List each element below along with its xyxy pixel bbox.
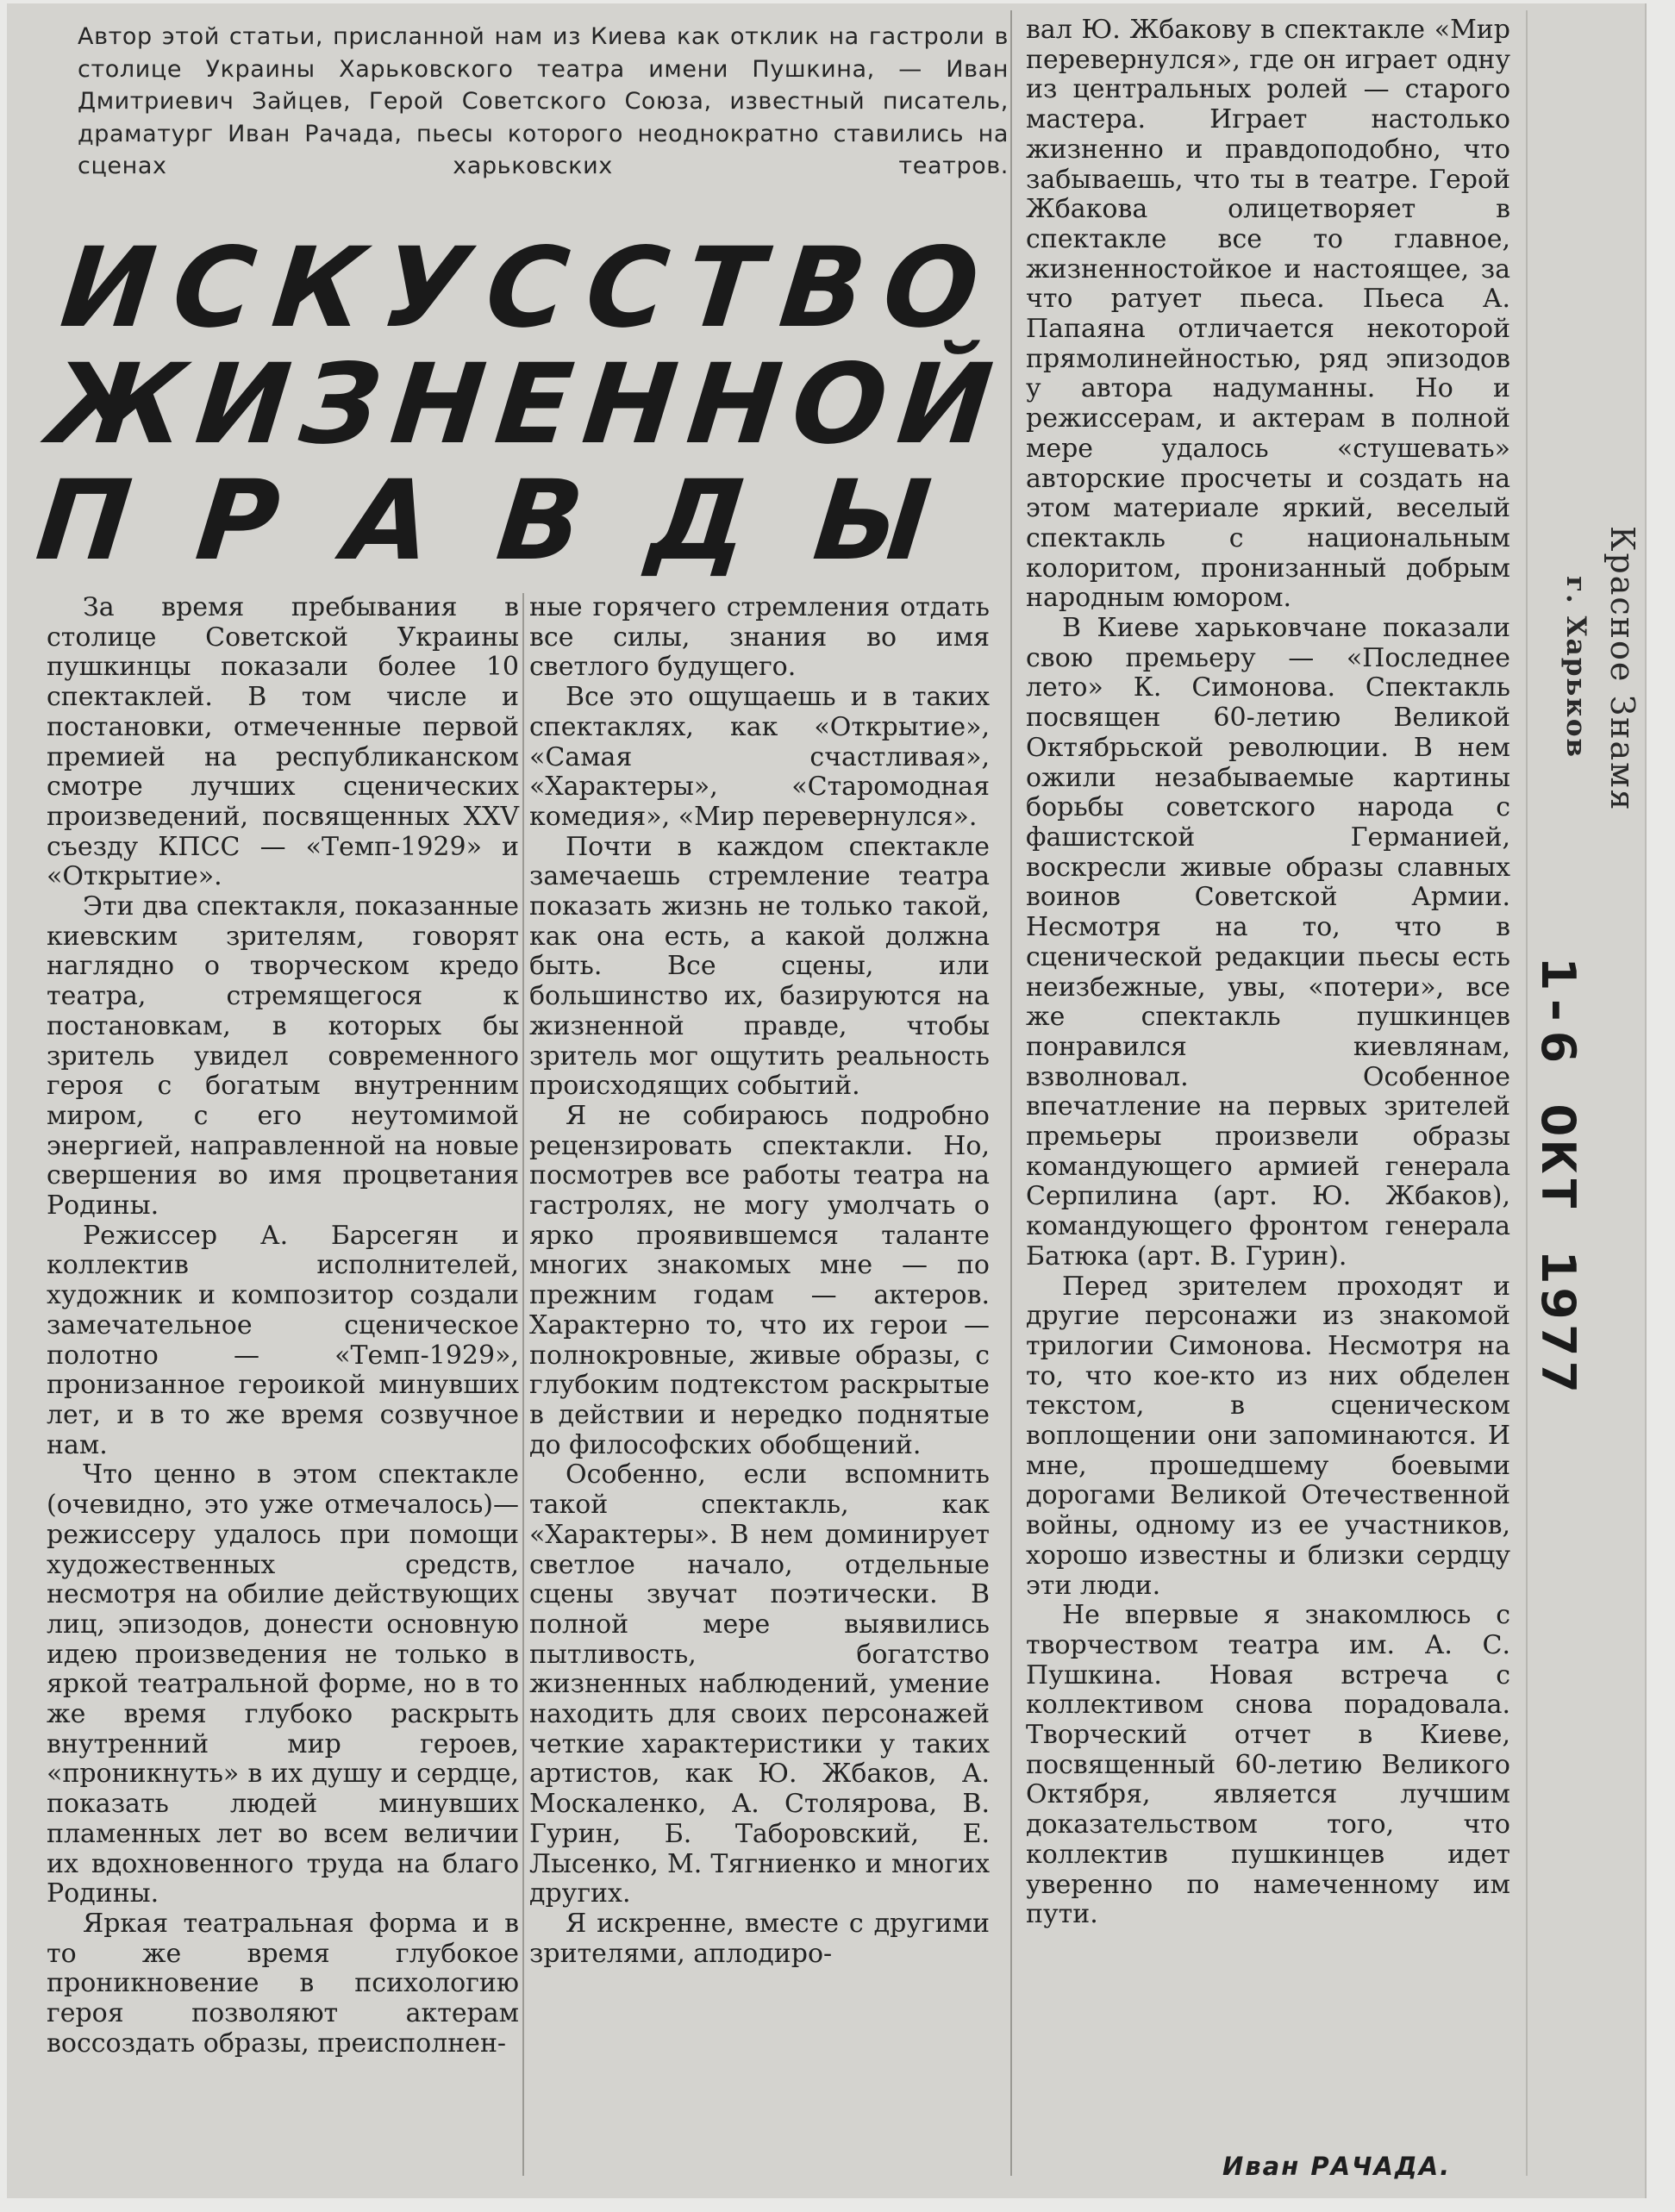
paragraph: Режиссер А. Барсегян и коллектив исполнителей, художник и композитор создали замечательное сценическое полотно — «Темп-1929», пронизанное героикой минувших лет, и в то же время созвучное нам. <box>47 1220 519 1460</box>
paragraph: Перед зрителем проходят и другие персонажи из знакомой трилогии Симонова. Несмотря на то, что кое-кто из них обделен текстом, в сценическом воплощении они запоминаются. И мне, прошедшему боевыми дорогами Великой Отечественной войны, одному из ее участников, хорошо известны и близки сердцу эти люди. <box>1026 1271 1510 1601</box>
paragraph: В Киеве харьковчане показали свою премьеру — «Последнее лето» К. Симонова. Спектакль посвящен 60-летию Великой Октябрьской революции. В нем ожили незабываемые картины борьбы советского народа с фашистской Германией, воскресли живые образы славных воинов Советской Армии. Несмотря на то, что в сценической редакции пьесы есть неизбежные, увы, «потери», все же спектакль пушкинцев понравился киевлянам, взволновал. Особенное впечатление на первых зрителей премьеры произвели образы командующего армией генерала Серпилина (арт. Ю. Жбаков), командующего фронтом генерала Батюка (арт. В. Гурин). <box>1026 613 1510 1272</box>
paragraph: ные горячего стремления отдать все силы, знания во имя светлого будущего. <box>529 592 990 683</box>
intro-note: Автор этой статьи, присланной нам из Киева как отклик на гастроли в столице Украины Харьковского театра имени Пушкина, — Иван Дмитриевич Зайцев, Герой Советского Союза, известный писатель, драматург Иван Рачада, пьесы которого неоднократно ставились на сценах харьковских театров. <box>78 23 1009 179</box>
newspaper-name: Красное Знамя <box>1603 526 1641 812</box>
paragraph: Я искренне, вместе с другими зрителями, аплодиро- <box>529 1908 990 1969</box>
date-stamp: 1-6 ОКТ 1977 <box>1530 957 1585 1397</box>
headline-line-1: ИСКУССТВО <box>55 224 1003 353</box>
newspaper-city: г. Харьков <box>1560 576 1591 759</box>
newspaper-clipping <box>16 10 1653 2200</box>
author-signature: Иван РАЧАДА. <box>1222 2152 1452 2181</box>
paragraph: Все это ощущаешь и в таких спектаклях, как «Открытие», «Самая счастливая», «Характеры», «Старомодная комедия», «Мир перевернулся». <box>529 682 990 832</box>
column-divider <box>522 593 524 2176</box>
article-column-2 <box>529 593 990 1969</box>
paragraph: Яркая театральная форма и в то же время глубокое проникновение в психологию героя позволяют актерам воссоздать образы, преисполнен- <box>47 1908 519 2059</box>
article-headline <box>30 224 1010 585</box>
paragraph: За время пребывания в столице Советской Украины пушкинцы показали более 10 спектаклей. В том числе и постановки, отмеченные первой премией на республиканском смотре лучших сценических произведений, посвященных XXV съезду КПСС — «Темп-1929» и «Открытие». <box>47 592 519 892</box>
paragraph: Почти в каждом спектакле замечаешь стремление театра показать жизнь не только такой, как она есть, а какой должна быть. Все сцены, или большинство их, базируются на жизненной правде, чтобы зритель мог ощутить реальность происходящих событий. <box>529 831 990 1102</box>
paragraph: Не впервые я знакомлюсь с творчеством театра им. А. С. Пушкина. Новая встреча с коллективом снова порадовала. Творческий отчет в Киеве, посвященный 60-летию Великого Октября, является лучшим доказательством того, что коллектив пушкинцев идет уверенно по намеченному им пути. <box>1026 1600 1510 1930</box>
paragraph: Особенно, если вспомнить такой спектакль, как «Характеры». В нем доминирует светлое начало, отдельные сцены звучат поэтически. В полной мере выявились пытливость, богатство жизненных наблюдений, умение находить для своих персонажей четкие характеристики у таких артистов, как Ю. Жбаков, А. Москаленко, А. Столярова, В. Гурин, Б. Таборовский, Е. Лысенко, М. Тягниенко и многих других. <box>529 1459 990 1909</box>
paragraph: Эти два спектакля, показанные киевским зрителям, говорят наглядно о творческом кредо театра, стремящегося к постановкам, в которых бы зритель увидел современного героя с богатым внутренним миром, с его неутомимой энергией, направленной на новые свершения во имя процветания Родины. <box>47 891 520 1222</box>
clipping-edge <box>1526 10 1528 2176</box>
paragraph: Что ценно в этом спектакле (очевидно, это уже отмечалось)— режиссеру удалось при помощи художественных средств, несмотря на обилие действующих лиц, эпизодов, донести основную идею произведения не только в яркой театральной форме, но в то же время глубоко раскрыть внутренний мир героев, «проникнуть» в их душу и сердце, показать людей минувших пламенных лет во всем величии их вдохновенного труда на благо Родины. <box>47 1459 519 1909</box>
article-column-3 <box>1026 16 1510 1930</box>
paragraph: вал Ю. Жбакову в спектакле «Мир перевернулся», где он играет одну из центральных ролей — старого мастера. Играет настолько жизненно и правдоподобно, что забываешь, что ты в театре. Герой Жбакова олицетворяет в спектакле все то главное, жизненностойкое и настоящее, за что ратует пьеса. Пьеса А. Папаяна отличается некоторой прямолинейностью, ряд эпизодов у автора надуманны. Но и режиссерам, и актерам в полной мере удалось «стушевать» авторские просчеты и создать на этом материале яркий, веселый спектакль с национальным колоритом, пронизанный добрым народным юмором. <box>1026 15 1510 614</box>
paragraph: Я не собираюсь подробно рецензировать спектакли. Но, посмотрев все работы театра на гастролях, не могу умолчать о ярко проявившемся таланте многих знакомых мне — по прежним годам — актеров. Характерно то, что их герои — полнокровные, живые образы, с глубоким подтекстом раскрытые в действии и нередко поднятые до философских обобщений. <box>529 1100 990 1460</box>
article-column-1 <box>47 593 519 2059</box>
headline-line-2: ЖИЗНЕННОЙ <box>43 341 1010 469</box>
headline-line-3: ПРАВДЫ <box>30 457 1003 585</box>
column-divider <box>1010 10 1012 2176</box>
